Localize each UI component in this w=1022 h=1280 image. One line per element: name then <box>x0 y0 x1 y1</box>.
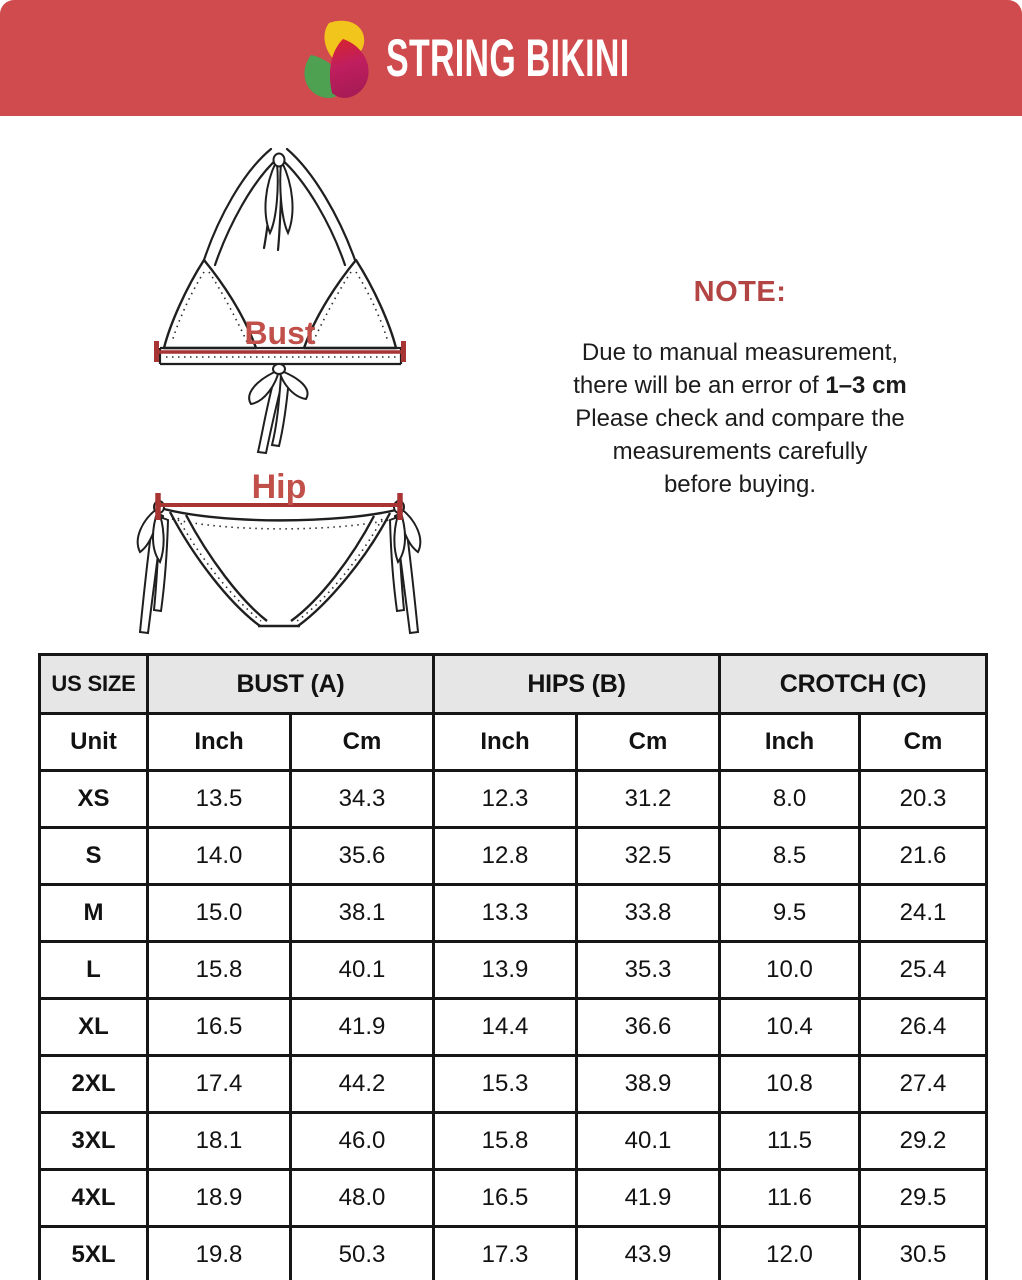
size-row-3xl <box>40 1113 987 1170</box>
note-line-5: before buying. <box>663 471 817 498</box>
note-heading: NOTE: <box>693 276 787 308</box>
size-cell: XL <box>40 999 148 1056</box>
unit-hips-cm: Cm <box>577 714 720 771</box>
note-line-2-bold: 1–3 cm <box>825 372 907 399</box>
waist-edge <box>164 509 396 520</box>
hip-measure-label: Hip <box>251 468 307 506</box>
value-cell: 48.0 <box>291 1170 434 1227</box>
size-cell: XS <box>40 771 148 828</box>
value-cell: 12.0 <box>720 1227 860 1280</box>
note-line-2: there will be an error of <box>573 372 826 399</box>
value-cell: 8.5 <box>720 828 860 885</box>
value-cell: 27.4 <box>860 1056 987 1113</box>
value-cell: 13.5 <box>148 771 291 828</box>
value-cell: 10.4 <box>720 999 860 1056</box>
page-title: STRING BIKINI <box>386 28 630 88</box>
value-cell: 18.1 <box>148 1113 291 1170</box>
size-row-4xl <box>40 1170 987 1227</box>
value-cell: 35.3 <box>577 942 720 999</box>
value-cell: 26.4 <box>860 999 987 1056</box>
value-cell: 10.0 <box>720 942 860 999</box>
bust-measure-label: Bust <box>244 315 316 351</box>
note-body <box>515 336 965 501</box>
unit-bust-cm: Cm <box>291 714 434 771</box>
table-unit-row <box>40 714 987 771</box>
value-cell: 31.2 <box>577 771 720 828</box>
value-cell: 15.3 <box>434 1056 577 1113</box>
col-header-us-size: US SIZE <box>40 655 148 714</box>
title-wrap <box>386 0 766 116</box>
value-cell: 34.3 <box>291 771 434 828</box>
note-block <box>515 276 965 501</box>
size-cell: 5XL <box>40 1227 148 1280</box>
unit-bust-inch: Inch <box>148 714 291 771</box>
value-cell: 41.9 <box>291 999 434 1056</box>
value-cell: 29.5 <box>860 1170 987 1227</box>
value-cell: 9.5 <box>720 885 860 942</box>
value-cell: 24.1 <box>860 885 987 942</box>
size-row-xs <box>40 771 987 828</box>
right-side-tie <box>390 501 420 633</box>
value-cell: 29.2 <box>860 1113 987 1170</box>
value-cell: 36.6 <box>577 999 720 1056</box>
band-bow <box>249 364 307 453</box>
value-cell: 13.9 <box>434 942 577 999</box>
size-row-s <box>40 828 987 885</box>
unit-label: Unit <box>40 714 148 771</box>
value-cell: 8.0 <box>720 771 860 828</box>
value-cell: 30.5 <box>860 1227 987 1280</box>
unit-crotch-inch: Inch <box>720 714 860 771</box>
note-line-4: measurements carefully <box>612 438 868 465</box>
value-cell: 41.9 <box>577 1170 720 1227</box>
col-header-crotch: CROTCH (C) <box>720 655 987 714</box>
value-cell: 15.8 <box>434 1113 577 1170</box>
value-cell: 17.4 <box>148 1056 291 1113</box>
size-cell: L <box>40 942 148 999</box>
size-row-5xl <box>40 1227 987 1280</box>
header-banner <box>0 0 1022 116</box>
value-cell: 11.5 <box>720 1113 860 1170</box>
value-cell: 13.3 <box>434 885 577 942</box>
value-cell: 33.8 <box>577 885 720 942</box>
leg-stitching <box>178 518 382 621</box>
value-cell: 14.4 <box>434 999 577 1056</box>
value-cell: 15.8 <box>148 942 291 999</box>
value-cell: 40.1 <box>291 942 434 999</box>
value-cell: 25.4 <box>860 942 987 999</box>
value-cell: 21.6 <box>860 828 987 885</box>
size-row-2xl <box>40 1056 987 1113</box>
value-cell: 11.6 <box>720 1170 860 1227</box>
value-cell: 46.0 <box>291 1113 434 1170</box>
value-cell: 14.0 <box>148 828 291 885</box>
value-cell: 16.5 <box>434 1170 577 1227</box>
size-row-m <box>40 885 987 942</box>
value-cell: 43.9 <box>577 1227 720 1280</box>
value-cell: 35.6 <box>291 828 434 885</box>
value-cell: 38.9 <box>577 1056 720 1113</box>
col-header-hips: HIPS (B) <box>434 655 720 714</box>
size-table <box>38 653 988 1280</box>
size-row-l <box>40 942 987 999</box>
value-cell: 20.3 <box>860 771 987 828</box>
unit-hips-inch: Inch <box>434 714 577 771</box>
table-group-header-row <box>40 655 987 714</box>
value-cell: 17.3 <box>434 1227 577 1280</box>
size-cell: S <box>40 828 148 885</box>
value-cell: 19.8 <box>148 1227 291 1280</box>
value-cell: 44.2 <box>291 1056 434 1113</box>
value-cell: 12.8 <box>434 828 577 885</box>
size-cell: 4XL <box>40 1170 148 1227</box>
value-cell: 10.8 <box>720 1056 860 1113</box>
value-cell: 32.5 <box>577 828 720 885</box>
note-line-1: Due to manual measurement, <box>581 339 899 366</box>
value-cell: 38.1 <box>291 885 434 942</box>
size-cell: 2XL <box>40 1056 148 1113</box>
value-cell: 16.5 <box>148 999 291 1056</box>
value-cell: 12.3 <box>434 771 577 828</box>
note-line-3: Please check and compare the <box>575 405 905 432</box>
size-cell: 3XL <box>40 1113 148 1170</box>
size-cell: M <box>40 885 148 942</box>
brand-logo-icon <box>299 17 375 101</box>
size-row-xl <box>40 999 987 1056</box>
value-cell: 15.0 <box>148 885 291 942</box>
bikini-bottom-drawing <box>110 462 470 662</box>
value-cell: 50.3 <box>291 1227 434 1280</box>
value-cell: 18.9 <box>148 1170 291 1227</box>
bikini-top-drawing <box>120 132 480 462</box>
value-cell: 40.1 <box>577 1113 720 1170</box>
unit-crotch-cm: Cm <box>860 714 987 771</box>
col-header-bust: BUST (A) <box>148 655 434 714</box>
left-side-tie <box>138 501 168 633</box>
